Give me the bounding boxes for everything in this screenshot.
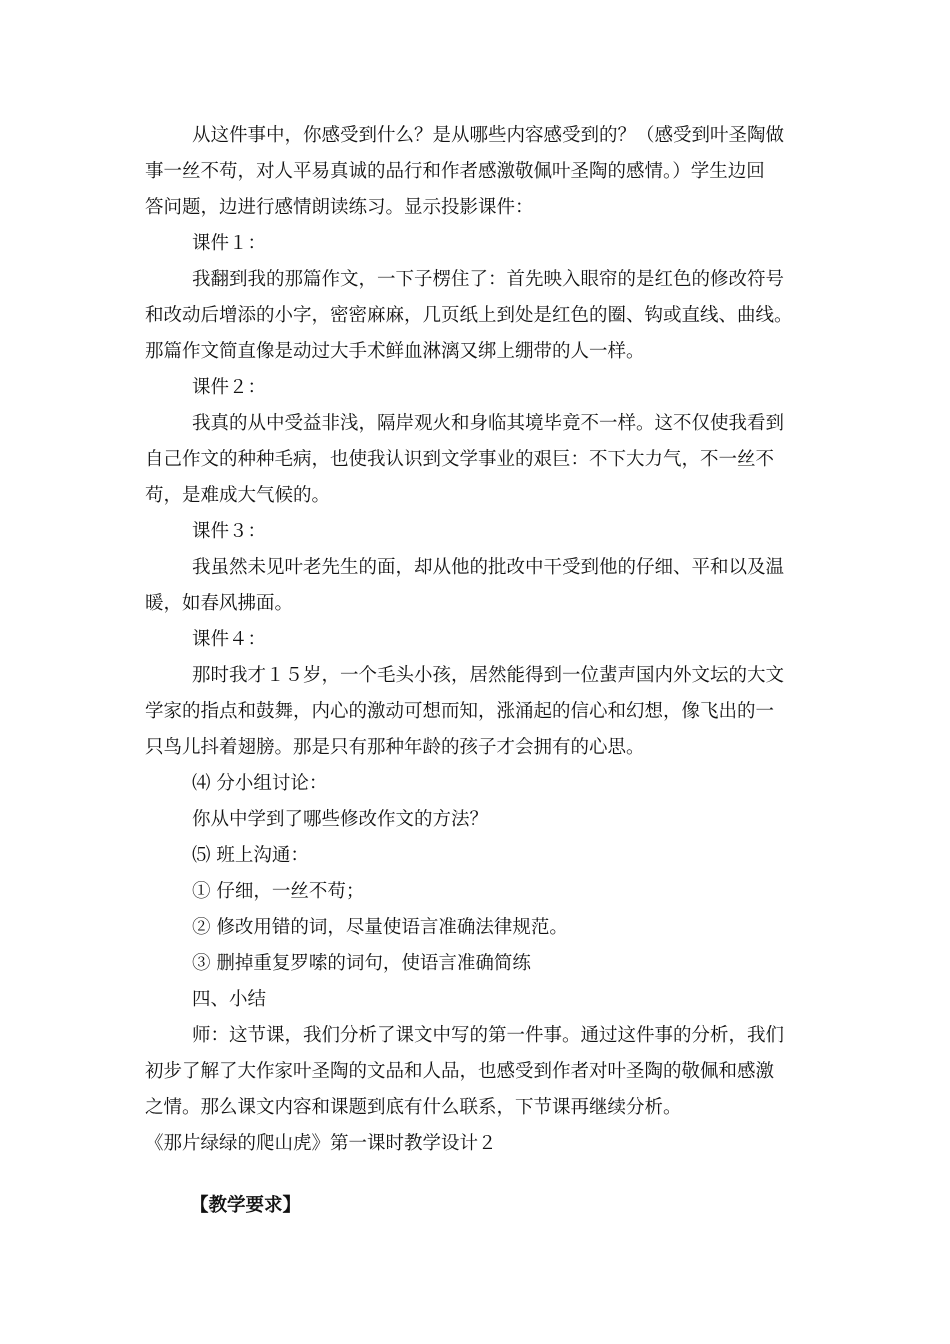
list-item: ② 修改用错的词，尽量使语言准确法律规范。 <box>192 917 568 938</box>
paragraph-line: 我虽然未见叶老先生的面，却从他的批改中干受到他的仔细、平和以及温 <box>192 557 785 578</box>
courseware-label: 课件２： <box>192 377 267 398</box>
paragraph-line: 自己作文的种种毛病，也使我认识到文学事业的艰巨：不下大力气，不一丝不 <box>145 449 775 470</box>
step-heading: ⑸ 班上沟通： <box>192 845 309 866</box>
list-item: ③ 删掉重复罗嗦的词句，使语言准确简练 <box>192 953 531 974</box>
paragraph-line: 从这件事中，你感受到什么？是从哪些内容感受到的？（感受到叶圣陶做 <box>192 125 785 146</box>
paragraph-line: 那篇作文简直像是动过大手术鲜血淋漓又绑上绷带的人一样。 <box>145 341 645 362</box>
courseware-label: 课件４： <box>192 629 267 650</box>
paragraph-line: 师：这节课，我们分析了课文中写的第一件事。通过这件事的分析，我们 <box>192 1025 785 1046</box>
paragraph-line: 你从中学到了哪些修改作文的方法？ <box>192 809 489 830</box>
paragraph-line: 和改动后增添的小字，密密麻麻，几页纸上到处是红色的圈、钩或直线、曲线。 <box>145 305 793 326</box>
paragraph-line: 我真的从中受益非浅，隔岸观火和身临其境毕竟不一样。这不仅使我看到 <box>192 413 785 434</box>
paragraph-line: 那时我才１５岁，一个毛头小孩，居然能得到一位蜚声国内外文坛的大文 <box>192 665 785 686</box>
paragraph-line: 我翻到我的那篇作文，一下子楞住了：首先映入眼帘的是红色的修改符号 <box>192 269 785 290</box>
paragraph-line: 暖，如春风拂面。 <box>145 593 294 614</box>
paragraph-line: 之情。那么课文内容和课题到底有什么联系，下节课再继续分析。 <box>145 1097 682 1118</box>
step-heading: ⑷ 分小组讨论： <box>192 773 328 794</box>
courseware-label: 课件１： <box>192 233 267 254</box>
document-title-line: 《那片绿绿的爬山虎》第一课时教学设计２ <box>145 1133 497 1154</box>
paragraph-line: 初步了解了大作家叶圣陶的文品和人品，也感受到作者对叶圣陶的敬佩和感激 <box>145 1061 775 1082</box>
list-item: ① 仔细，一丝不苟； <box>192 881 365 902</box>
section-heading: 四、小结 <box>192 989 267 1010</box>
teaching-requirements-heading: 【教学要求】 <box>190 1195 302 1216</box>
paragraph-line: 苟，是难成大气候的。 <box>145 485 331 506</box>
paragraph-line: 只鸟儿抖着翅膀。那是只有那种年龄的孩子才会拥有的心思。 <box>145 737 645 758</box>
paragraph-line: 事一丝不苟，对人平易真诚的品行和作者感激敬佩叶圣陶的感情。）学生边回 <box>145 161 765 182</box>
courseware-label: 课件３： <box>192 521 267 542</box>
paragraph-line: 学家的指点和鼓舞，内心的激动可想而知，涨涌起的信心和幻想，像飞出的一 <box>145 701 775 722</box>
paragraph-line: 答问题，边进行感情朗读练习。显示投影课件： <box>145 197 534 218</box>
